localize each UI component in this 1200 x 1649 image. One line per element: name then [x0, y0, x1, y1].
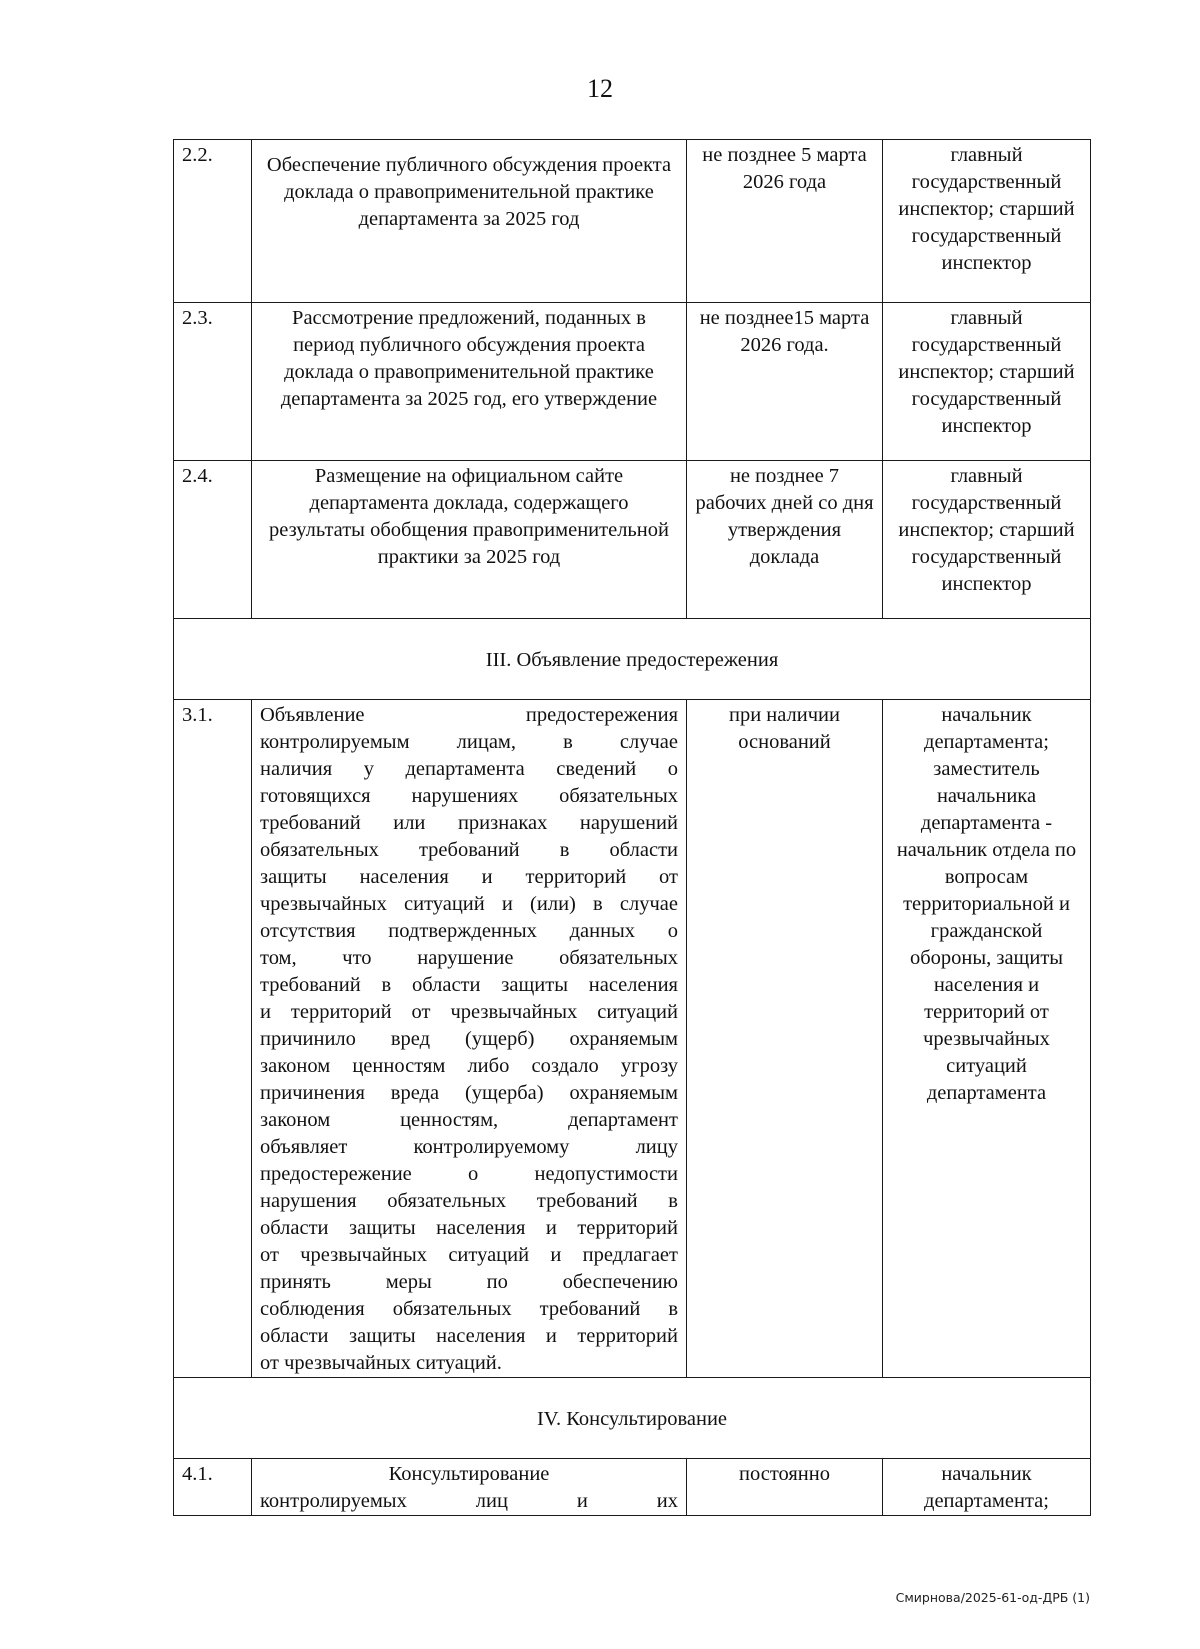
text-line: контролируемых лиц и их — [260, 1490, 678, 1512]
text-line: Объявление предостережения — [260, 704, 678, 726]
text-line: принять меры по обеспечению — [260, 1271, 678, 1293]
row-deadline: при наличии оснований — [687, 700, 883, 1378]
row-activity: Размещение на официальном сайте департамента доклада, содержащего результаты обобщения правоприменительной практики за 2025 год — [252, 461, 687, 619]
text-line: области защиты населения и территорий — [260, 1325, 678, 1347]
section-header-row — [174, 1378, 1091, 1459]
row-number: 2.2. — [174, 140, 252, 303]
row-responsible: начальник департамента; заместитель начальника департамента - начальник отдела по вопросам территориальной и гражданской обороны, защиты населения и территорий от чрезвычайных ситуаций департамента — [883, 700, 1091, 1378]
row-responsible: главный государственный инспектор; старший государственный инспектор — [883, 303, 1091, 461]
text-line: защиты населения и территорий от — [260, 866, 678, 888]
text-line: предостережение о недопустимости — [260, 1163, 678, 1185]
row-number: 3.1. — [174, 700, 252, 1378]
row-responsible: главный государственный инспектор; старший государственный инспектор — [883, 461, 1091, 619]
text-line: наличия у департамента сведений о — [260, 758, 678, 780]
table-row — [174, 303, 1091, 461]
text-line: законом ценностям, департамент — [260, 1109, 678, 1131]
row-number: 2.3. — [174, 303, 252, 461]
row-number: 4.1. — [174, 1459, 252, 1516]
row-number: 2.4. — [174, 461, 252, 619]
text-line: и территорий от чрезвычайных ситуаций — [260, 1001, 678, 1023]
row-activity — [252, 1459, 687, 1516]
row-responsible: начальник департамента; — [883, 1459, 1091, 1516]
text-line: Консультирование — [388, 1463, 550, 1485]
text-line: причинило вред (ущерб) охраняемым — [260, 1028, 678, 1050]
table-row — [174, 1459, 1091, 1516]
text-line: от чрезвычайных ситуаций и предлагает — [260, 1244, 678, 1266]
row-deadline: не позднее 7 рабочих дней со дня утверждения доклада — [687, 461, 883, 619]
text-line: области защиты населения и территорий — [260, 1217, 678, 1239]
text-line: обязательных требований в области — [260, 839, 678, 861]
text-line: готовящихся нарушениях обязательных — [260, 785, 678, 807]
section-title: IV. Консультирование — [174, 1378, 1091, 1459]
activity-plan-table — [173, 139, 1091, 1516]
row-deadline: не позднее15 марта 2026 года. — [687, 303, 883, 461]
row-responsible: главный государственный инспектор; старший государственный инспектор — [883, 140, 1091, 303]
table-row — [174, 461, 1091, 619]
text-line: причинения вреда (ущерба) охраняемым — [260, 1082, 678, 1104]
text-line: чрезвычайных ситуаций и (или) в случае — [260, 893, 678, 915]
row-activity: Рассмотрение предложений, поданных в период публичного обсуждения проекта доклада о правоприменительной практике департамента за 2025 год, его утверждение — [252, 303, 687, 461]
text-line: требований или признаках нарушений — [260, 812, 678, 834]
text-line: нарушения обязательных требований в — [260, 1190, 678, 1212]
text-line: требований в области защиты населения — [260, 974, 678, 996]
row-activity — [252, 700, 687, 1378]
text-line: контролируемым лицам, в случае — [260, 731, 678, 753]
text-line: соблюдения обязательных требований в — [260, 1298, 678, 1320]
text-line: отсутствия подтвержденных данных о — [260, 920, 678, 942]
page-number: 12 — [587, 74, 613, 103]
row-deadline: постоянно — [687, 1459, 883, 1516]
section-title: III. Объявление предостережения — [174, 619, 1091, 700]
table-row — [174, 700, 1091, 1378]
text-line: законом ценностям либо создало угрозу — [260, 1055, 678, 1077]
row-deadline: не позднее 5 марта 2026 года — [687, 140, 883, 303]
text-line: том, что нарушение обязательных — [260, 947, 678, 969]
table-row — [174, 140, 1091, 303]
text-line: объявляет контролируемому лицу — [260, 1136, 678, 1158]
text-line: от чрезвычайных ситуаций. — [260, 1352, 502, 1374]
section-header-row — [174, 619, 1091, 700]
row-activity: Обеспечение публичного обсуждения проекта доклада о правоприменительной практике департамента за 2025 год — [252, 140, 687, 303]
document-reference: Смирнова/2025-61-од-ДРБ (1) — [895, 1590, 1090, 1605]
